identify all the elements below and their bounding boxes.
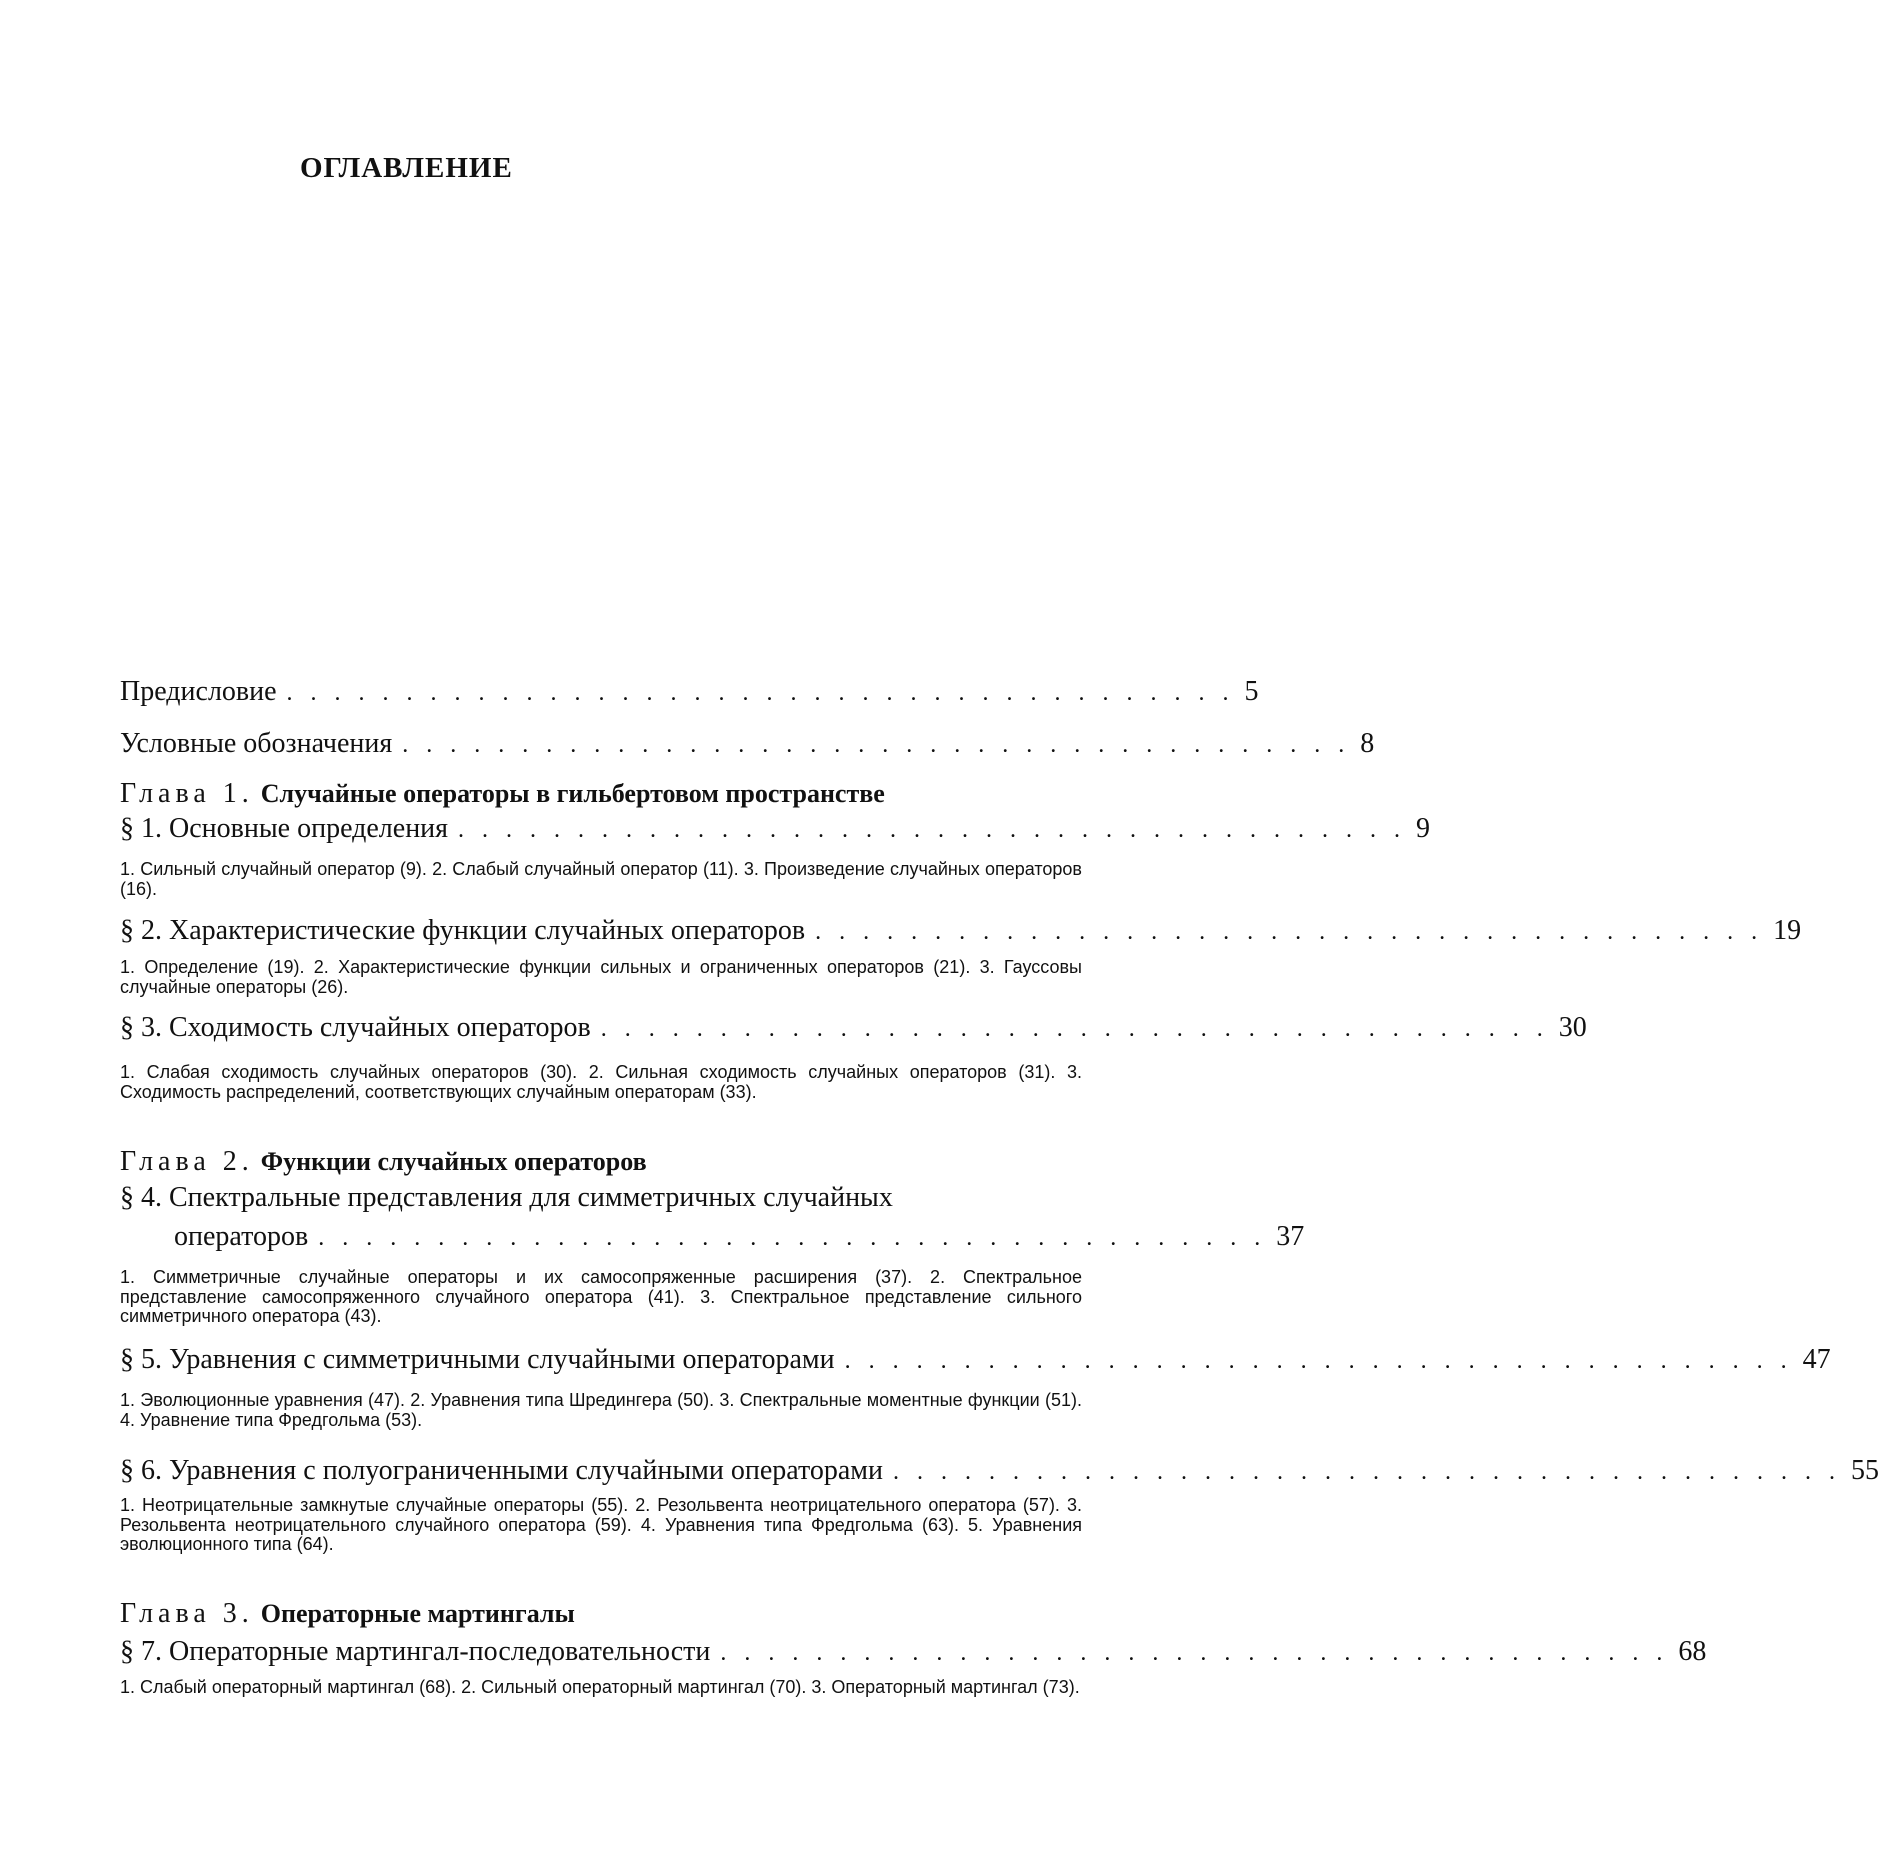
toc-entry-preface[interactable] (120, 676, 1259, 710)
entry-page: 8 (1360, 728, 1375, 759)
toc-entry-section-4-line-1[interactable] (120, 1182, 1082, 1216)
leader-dots: . . . . . . . . . . . . . . . . . . . . . . . . . . . . . . . . . . . . . . . . (402, 732, 1351, 758)
toc-heading: ОГЛАВЛЕНИЕ (300, 152, 513, 184)
entry-title: Предисловие (120, 676, 277, 707)
entry-page: 37 (1276, 1221, 1305, 1252)
chapter-label: Глава 3. (120, 1598, 254, 1629)
toc-entry-section-6[interactable] (120, 1455, 1879, 1489)
chapter-label: Глава 2. (120, 1146, 254, 1177)
entry-title: § 4. Спектральные представления для симметричных случайных (120, 1182, 893, 1213)
section-1-subtopics: 1. Сильный случайный оператор (9). 2. Слабый случайный оператор (11). 3. Произведение случайных операторов (16). (120, 859, 1082, 899)
leader-dots: . . . . . . . . . . . . . . . . . . . . . . . . . . . . . . . . . . . . . . . . (286, 680, 1235, 706)
entry-title: Условные обозначения (120, 728, 393, 759)
entry-page: 5 (1244, 676, 1259, 707)
entry-page: 55 (1850, 1455, 1879, 1486)
leader-dots: . . . . . . . . . . . . . . . . . . . . . . . . . . . . . . . . . . . . . . . . (815, 919, 1764, 945)
section-3-subtopics: 1. Слабая сходимость случайных операторов (30). 2. Сильная сходимость случайных операторов (31). 3. Сходимость распределений, соответствующих случайным операторам (33). (120, 1062, 1082, 1102)
leader-dots: . . . . . . . . . . . . . . . . . . . . . . . . . . . . . . . . . . . . . . . . (720, 1640, 1669, 1666)
chapter-2-heading (120, 1146, 1082, 1178)
entry-title: § 1. Основные определения (120, 813, 449, 844)
section-6-subtopics: 1. Неотрицательные замкнутые случайные операторы (55). 2. Резольвента неотрицательного оператора (57). 3. Резольвента неотрицательного случайного оператора (59). 4. Уравнения типа Фредгольма (63). 5. Уравнения эволюционного типа (64). (120, 1495, 1082, 1554)
leader-dots: . . . . . . . . . . . . . . . . . . . . . . . . . . . . . . . . . . . . . . . . (844, 1348, 1793, 1374)
toc-entry-notation[interactable] (120, 728, 1375, 762)
section-2-subtopics: 1. Определение (19). 2. Характеристические функции сильных и ограниченных операторов (21). 3. Гауссовы случайные операторы (26). (120, 957, 1082, 997)
toc-entry-section-2[interactable] (120, 915, 1802, 949)
entry-title: § 3. Сходимость случайных операторов (120, 1012, 591, 1043)
entry-title: § 5. Уравнения с симметричными случайными операторами (120, 1344, 835, 1375)
section-5-subtopics: 1. Эволюционные уравнения (47). 2. Уравнения типа Шредингера (50). 3. Спектральные моментные функции (51). 4. Уравнение типа Фредгольма (53). (120, 1390, 1082, 1430)
chapter-title: Функции случайных операторов (260, 1147, 647, 1176)
entry-page: 30 (1558, 1012, 1587, 1043)
entry-title: § 2. Характеристические функции случайных операторов (120, 915, 806, 946)
section-4-subtopics: 1. Симметричные случайные операторы и их самосопряженные расширения (37). 2. Спектральное представление самосопряженного случайного оператора (41). 3. Спектральное представление сильного симметричного оператора (43). (120, 1267, 1082, 1326)
toc-entry-section-3[interactable] (120, 1012, 1587, 1046)
chapter-title: Операторные мартингалы (260, 1599, 575, 1628)
entry-title-continued: операторов (174, 1221, 309, 1252)
toc-entry-section-4-line-2[interactable] (120, 1221, 1305, 1255)
entry-title: § 6. Уравнения с полуограниченными случайными операторами (120, 1455, 883, 1486)
toc-entry-section-7[interactable] (120, 1636, 1707, 1670)
section-7-subtopics: 1. Слабый операторный мартингал (68). 2. Сильный операторный мартингал (70). 3. Операторный мартингал (73). (120, 1677, 1080, 1697)
leader-dots: . . . . . . . . . . . . . . . . . . . . . . . . . . . . . . . . . . . . . . . . (458, 817, 1407, 843)
toc-entry-section-5[interactable] (120, 1344, 1831, 1378)
chapter-3-heading (120, 1598, 1082, 1630)
entry-page: 9 (1416, 813, 1431, 844)
chapter-label: Глава 1. (120, 778, 254, 809)
leader-dots: . . . . . . . . . . . . . . . . . . . . . . . . . . . . . . . . . . . . . . . . (892, 1459, 1841, 1485)
entry-title: § 7. Операторные мартингал-последовательности (120, 1636, 711, 1667)
entry-page: 19 (1773, 915, 1802, 946)
chapter-1-heading (120, 778, 1082, 810)
entry-page: 47 (1802, 1344, 1831, 1375)
entry-page: 68 (1678, 1636, 1707, 1667)
chapter-title: Случайные операторы в гильбертовом пространстве (260, 779, 885, 808)
leader-dots: . . . . . . . . . . . . . . . . . . . . . . . . . . . . . . . . . . . . . . . . (600, 1016, 1549, 1042)
toc-entry-section-1[interactable] (120, 813, 1431, 847)
leader-dots: . . . . . . . . . . . . . . . . . . . . . . . . . . . . . . . . . . . . . . . . (318, 1225, 1267, 1251)
